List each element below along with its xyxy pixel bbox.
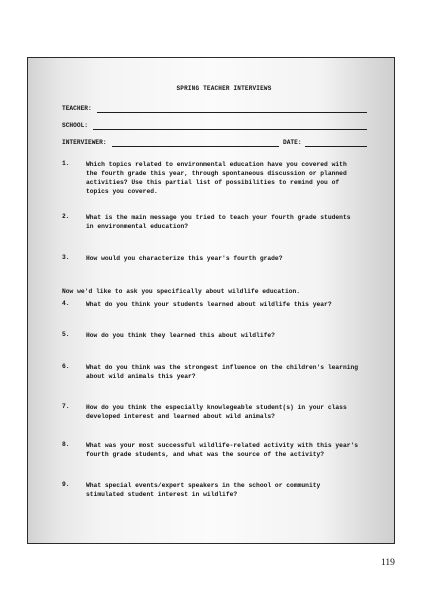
question-number: 8. <box>62 441 70 448</box>
school-line <box>93 129 367 130</box>
interviewer-label: INTERVIEWER: <box>62 139 107 146</box>
question-text: Which topics related to environmental education have you covered with the fourth grade this year, through spontaneous discussion or planned activities? Use this partial list of possibilities to remind you of topics you covered. <box>86 161 347 195</box>
date-line <box>305 146 367 147</box>
wildlife-intro: Now we'd like to ask you specifically about wildlife education. <box>62 288 301 295</box>
question-number: 1. <box>62 160 70 167</box>
question-number: 3. <box>62 254 70 261</box>
teacher-label: TEACHER: <box>62 105 92 112</box>
question-text: What do you think your students learned about wildlife this year? <box>86 301 332 308</box>
question-number: 9. <box>62 481 70 488</box>
question-text: What special events/expert speakers in the school or community stimulated student interest in wildlife? <box>86 482 321 498</box>
form-title: SPRING TEACHER INTERVIEWS <box>176 85 272 92</box>
question-number: 4. <box>62 300 70 307</box>
question-text: What is the main message you tried to teach your fourth grade students in environmental education? <box>86 214 351 230</box>
question-text: What do you think was the strongest influence on the children's learning about wild animals this year? <box>86 364 359 380</box>
teacher-line <box>97 112 367 113</box>
school-label: SCHOOL: <box>62 122 88 129</box>
question-text: What was your most successful wildlife-related activity with this year's fourth grade students, and what was the source of the activity? <box>86 442 359 458</box>
question-number: 6. <box>62 363 70 370</box>
date-label: DATE: <box>283 139 302 146</box>
question-text: How do you think they learned this about wildlife? <box>86 332 275 339</box>
question-text: How would you characterize this year's fourth grade? <box>86 255 283 262</box>
page-number: 119 <box>381 558 395 568</box>
question-number: 2. <box>62 213 70 220</box>
question-text: How do you think the especially knowlegeable student(s) in your class developed interest and learned about wild animals? <box>86 404 347 420</box>
question-number: 5. <box>62 331 70 338</box>
question-number: 7. <box>62 403 70 410</box>
interviewer-line <box>112 146 279 147</box>
